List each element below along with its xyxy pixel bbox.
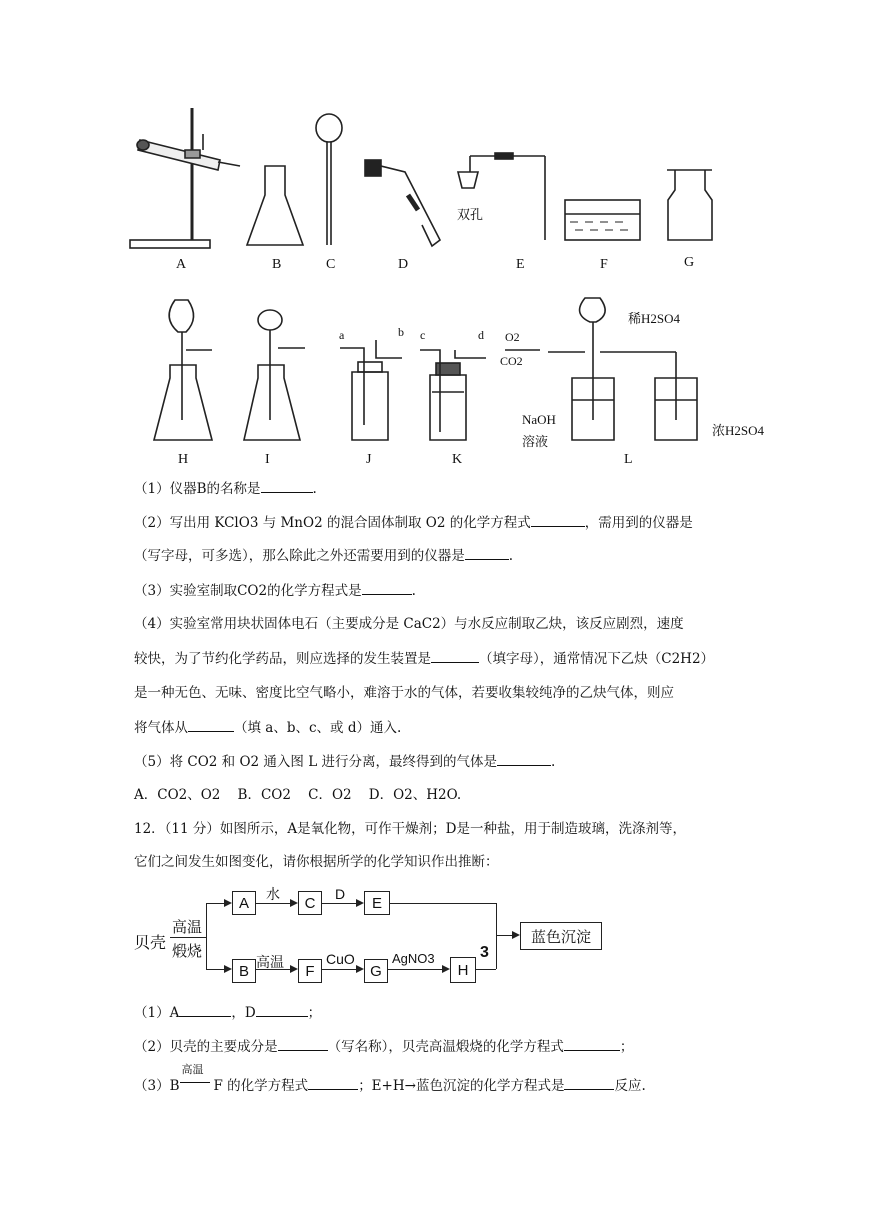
box-c: C [298, 891, 322, 915]
flow-cond-top: 高温 [172, 919, 203, 936]
answer-blank[interactable] [188, 717, 234, 732]
s1-line: （1）A ，D ； [134, 1002, 321, 1023]
label-i: I [265, 452, 270, 467]
dilute-acid-label: 稀H2SO4 [628, 311, 681, 326]
label-b: B [272, 257, 282, 272]
answer-blank[interactable] [497, 751, 551, 766]
flow-mark: 3 [480, 944, 489, 961]
label-k: K [452, 452, 463, 467]
arrow-label-water: 水 [266, 886, 280, 902]
box-a: A [232, 891, 256, 915]
box-e: E [364, 891, 390, 915]
s2-line: （2）贝壳的主要成分是 （写名称），贝壳高温煅烧的化学方程式 ； [134, 1036, 633, 1057]
port-d: d [478, 328, 484, 342]
arrow-label-d: D [335, 886, 346, 902]
naoh-label-2: 溶液 [522, 434, 549, 449]
apparatus-f [565, 200, 640, 240]
box-h: H [450, 957, 476, 983]
apparatus-diagram [0, 0, 869, 470]
q5-line: （5）将 CO2 和 O2 通入图 L 进行分离，最终得到的气体是 . [134, 751, 555, 772]
flow-arrow [206, 969, 230, 970]
label-e-note: 双孔 [457, 207, 484, 222]
apparatus-row2 [154, 298, 697, 440]
box-b: B [232, 959, 256, 983]
q12-line-2: 它们之间发生如图变化，请你根据所学的化学知识作出推断： [134, 854, 499, 870]
q4-line-1: （4）实验室常用块状固体电石（主要成分是 CaC2）与水反应制取乙炔，该反应剧烈，速度 [134, 616, 684, 632]
q4-line-2: 较快，为了节约化学药品，则应选择的发生装置是 （填字母），通常情况下乙炔（C2H2） [134, 648, 714, 669]
flow-cond-divider [170, 937, 206, 938]
flow-arrow [322, 903, 362, 904]
flow-arrow [388, 969, 448, 970]
arrow-label-cuo: CuO [326, 951, 355, 967]
answer-blank[interactable] [564, 1075, 614, 1090]
apparatus-b [247, 166, 303, 245]
gas-o2: O2 [505, 330, 520, 344]
flow-arrow [496, 935, 518, 936]
flow-arrow [322, 969, 362, 970]
label-d: D [398, 257, 409, 272]
port-c: c [420, 328, 426, 342]
gas-co2: CO2 [500, 354, 523, 368]
naoh-label: NaOH [522, 412, 556, 427]
apparatus-g [667, 170, 712, 240]
label-a: A [176, 257, 187, 272]
box-f: F [298, 959, 322, 983]
answer-blank[interactable] [465, 545, 509, 560]
port-a: a [339, 328, 345, 342]
label-e: E [516, 257, 525, 272]
q4-line-4: 将气体从 （填 a、b、c、或 d）通入. [134, 717, 401, 738]
label-l: L [624, 452, 633, 467]
apparatus-c [316, 114, 342, 245]
flow-start: 贝壳 [134, 935, 167, 952]
arrow-label-heat: 高温 [256, 954, 284, 970]
answer-blank[interactable] [362, 580, 412, 595]
answer-blank[interactable] [278, 1036, 328, 1051]
s3-condition-arrow: 高温 [180, 1076, 214, 1090]
q4-line-3: 是一种无色、无味、密度比空气略小，难溶于水的气体，若要收集较纯净的乙炔气体，则应 [134, 685, 674, 701]
label-g: G [684, 255, 695, 270]
q3-line: （3）实验室制取CO2的化学方程式是 . [134, 580, 416, 601]
q2-line: （2）写出用 KClO3 与 MnO2 的混合固体制取 O2 的化学方程式 ，需用到的仪器是 [134, 512, 693, 533]
conc-acid-label: 浓H2SO4 [712, 423, 765, 438]
apparatus-e [458, 153, 545, 240]
box-g: G [364, 959, 388, 983]
answer-blank[interactable] [179, 1002, 231, 1017]
q1-line: （1）仪器B的名称是 . [134, 478, 317, 499]
flow-cond-bottom: 煅烧 [172, 943, 203, 960]
q2-line-2: （写字母，可多选），那么除此之外还需要用到的仪器是 . [134, 545, 513, 566]
label-j: J [366, 452, 372, 467]
answer-blank[interactable] [261, 478, 313, 493]
flow-arrow [256, 969, 296, 970]
answer-blank[interactable] [531, 512, 585, 527]
answer-blank[interactable] [431, 648, 479, 663]
label-c: C [326, 257, 336, 272]
q12-line-1: 12．（11 分）如图所示，A是氧化物，可作干燥剂；D是一种盐，用于制造玻璃，洗涤剂等， [134, 821, 686, 837]
flow-arrow [256, 903, 296, 904]
label-f: F [600, 257, 608, 272]
q5-options: A．CO2、O2 B．CO2 C．O2 D．O2、H2O. [134, 787, 462, 803]
answer-blank[interactable] [308, 1075, 358, 1090]
flow-branch-line [206, 903, 207, 969]
s3-line: （3）B 高温 F 的化学方程式 ；E+H→蓝色沉淀的化学方程式是 反应. [134, 1063, 646, 1094]
apparatus-d [365, 160, 440, 246]
port-b: b [398, 325, 404, 339]
arrow-label-agno3: AgNO3 [392, 951, 435, 966]
flow-merge-line [496, 903, 497, 969]
flow-line [476, 969, 496, 970]
answer-blank[interactable] [564, 1036, 620, 1051]
flow-line [390, 903, 496, 904]
flow-arrow [206, 903, 230, 904]
apparatus-a [130, 108, 240, 248]
answer-blank[interactable] [256, 1002, 308, 1017]
box-result: 蓝色沉淀 [520, 922, 602, 950]
label-h: H [178, 452, 189, 467]
